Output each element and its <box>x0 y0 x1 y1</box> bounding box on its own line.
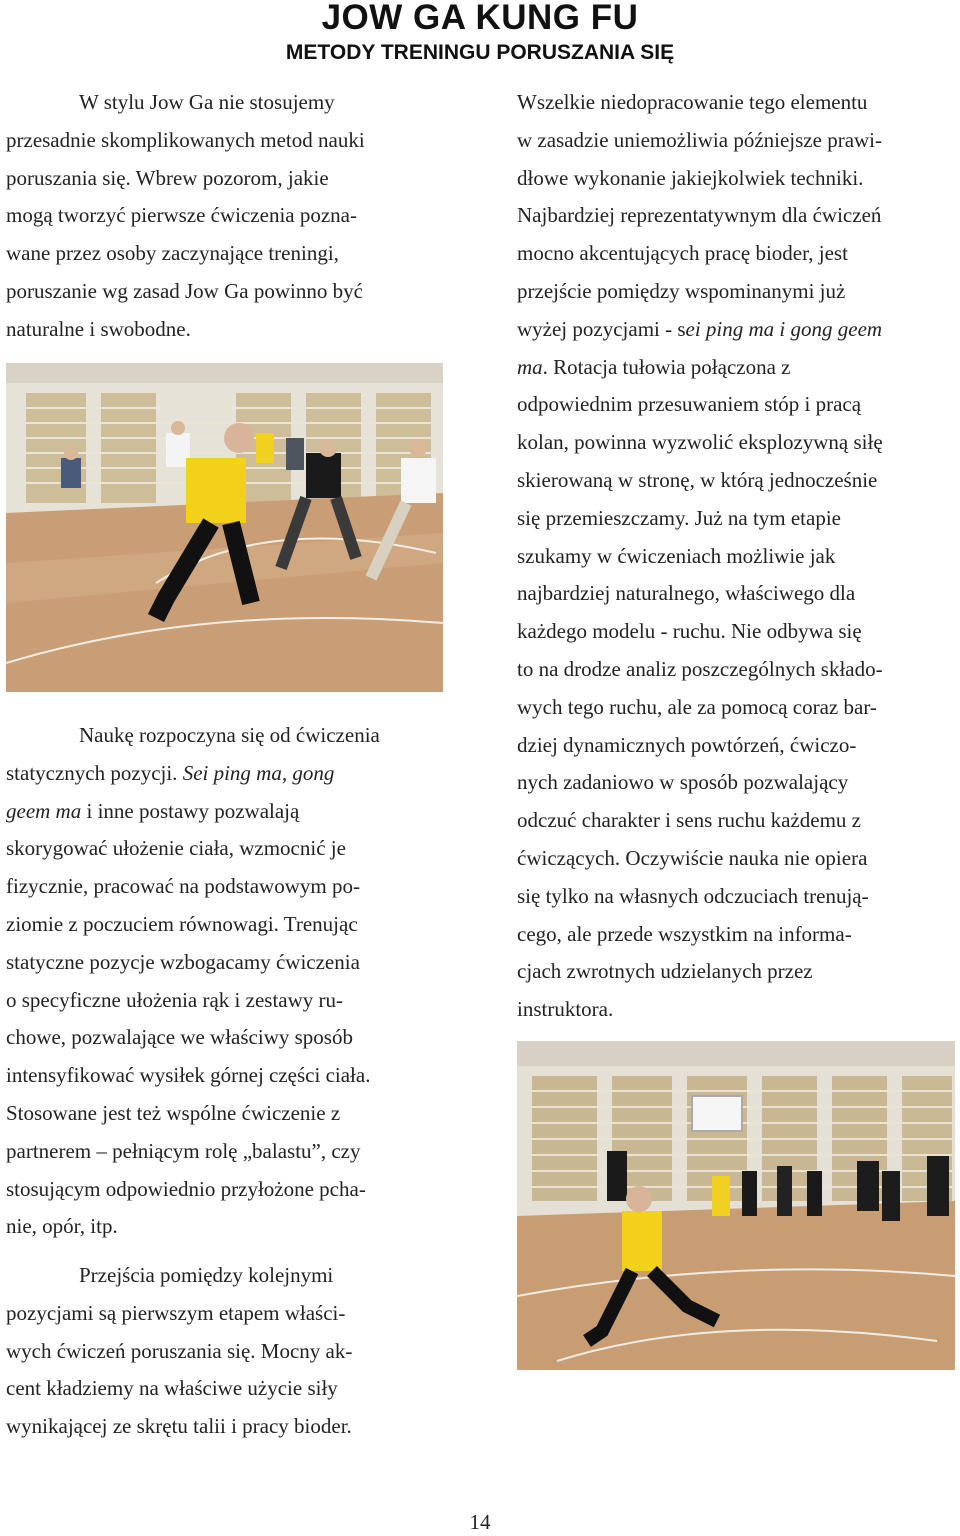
text-line: fizycznie, pracować na podstawowym po- <box>6 874 360 899</box>
text-line: skierowaną w stronę, w którą jednocześnie <box>517 467 878 492</box>
text-line: poruszania się. Wbrew pozorom, jakie <box>6 165 329 190</box>
text-line: wyżej pozycjami - sei ping ma i gong geem <box>517 316 883 341</box>
text-line: skorygować ułożenie ciała, wzmocnić je <box>6 836 346 861</box>
text-line: chowe, pozwalające we właściwy sposób <box>6 1025 353 1050</box>
text-line: pozycjami są pierwszym etapem właści- <box>6 1300 346 1325</box>
text-line: w zasadzie uniemożliwia późniejsze prawi- <box>517 127 883 152</box>
text-line: instruktora. <box>517 997 614 1022</box>
text-line: ćwiczących. Oczywiście nauka nie opiera <box>517 845 868 870</box>
text-line: stosującym odpowiednio przyłożone pcha- <box>6 1176 366 1201</box>
text-line: mogą tworzyć pierwsze ćwiczenia pozna- <box>6 203 357 228</box>
text-line: ma. Rotacja tułowia połączona z <box>517 354 791 379</box>
text-line: Przejścia pomiędzy kolejnymi <box>79 1263 334 1287</box>
text-line: mocno akcentujących pracę bioder, jest <box>517 241 848 266</box>
text-line: wych tego ruchu, ale za pomocą coraz bar- <box>517 694 877 719</box>
text-line: cent kładziemy na właściwe użycie siły <box>6 1376 338 1401</box>
text-line: Wszelkie niedopracowanie tego elementu <box>517 90 868 114</box>
gym-photo-illustration <box>517 1041 955 1370</box>
text-line: się tylko na własnych odczuciach trenują- <box>517 883 869 908</box>
text-line: najbardziej naturalnego, właściwego dla <box>517 581 856 606</box>
text-line: o specyficzne ułożenia rąk i zestawy ru- <box>6 987 344 1012</box>
text-line: naturalne i swobodne. <box>6 316 191 341</box>
text-line: się przemieszczamy. Już na tym etapie <box>517 505 841 530</box>
text-line: Najbardziej reprezentatywnym dla ćwiczeń <box>517 203 882 228</box>
text-line: to na drodze analiz poszczególnych składo- <box>517 656 883 681</box>
training-photo-static-positions <box>6 363 443 692</box>
text-line: przesadnie skomplikowanych metod nauki <box>6 127 365 152</box>
text-line: statycznych pozycji. Sei ping ma, gong <box>6 760 335 785</box>
text-line: każdego modelu - ruchu. Nie odbywa się <box>517 619 862 644</box>
text-line: poruszanie wg zasad Jow Ga powinno być <box>6 278 363 303</box>
left-column-paragraph-1 <box>6 84 446 349</box>
text-line: dziej dynamicznych powtórzeń, ćwiczo- <box>517 732 857 757</box>
text-line: wane przez osoby zaczynające treningi, <box>6 241 339 266</box>
text-line: cjach zwrotnych udzielanych przez <box>517 959 813 984</box>
left-column-paragraph-2 <box>6 717 446 1246</box>
text-line: intensyfikować wysiłek górnej części ciała. <box>6 1063 371 1088</box>
text-line: cego, ale przede wszystkim na informa- <box>517 921 852 946</box>
text-line: przejście pomiędzy wspominanymi już <box>517 278 846 303</box>
page-number: 14 <box>469 1510 491 1534</box>
text-line: wych ćwiczeń poruszania się. Mocny ak- <box>6 1338 353 1363</box>
text-line: odczuć charakter i sens ruchu każdemu z <box>517 808 861 833</box>
text-line: szukamy w ćwiczeniach możliwie jak <box>517 543 836 568</box>
text-line: partnerem – pełniącym rolę „balastu”, czy <box>6 1138 361 1163</box>
gym-photo-illustration <box>6 363 443 692</box>
text-line: nie, opór, itp. <box>6 1214 118 1239</box>
document-title: JOW GA KUNG FU <box>321 0 639 37</box>
text-line: odpowiednim przesuwaniem stóp i pracą <box>517 392 862 417</box>
text-line: kolan, powinna wyzwolić eksplozywną siłę <box>517 430 883 455</box>
right-column-text <box>517 84 957 1029</box>
text-line: W stylu Jow Ga nie stosujemy <box>79 90 335 114</box>
text-line: geem ma i inne postawy pozwalają <box>6 798 300 823</box>
text-line: wynikającej ze skrętu talii i pracy bioder. <box>6 1414 352 1439</box>
text-line: Stosowane jest też wspólne ćwiczenie z <box>6 1100 341 1125</box>
text-line: ziomie z poczuciem równowagi. Trenując <box>6 911 358 936</box>
text-line: statyczne pozycje wzbogacamy ćwiczenia <box>6 949 360 974</box>
text-line: dłowe wykonanie jakiejkolwiek techniki. <box>517 165 864 190</box>
document-subtitle: METODY TRENINGU PORUSZANIA SIĘ <box>285 41 675 64</box>
training-photo-movement <box>517 1041 955 1370</box>
left-column-paragraph-3 <box>6 1257 446 1446</box>
text-line: nych zadaniowo w sposób pozwalający <box>517 770 849 795</box>
text-line: Naukę rozpoczyna się od ćwiczenia <box>79 723 380 747</box>
